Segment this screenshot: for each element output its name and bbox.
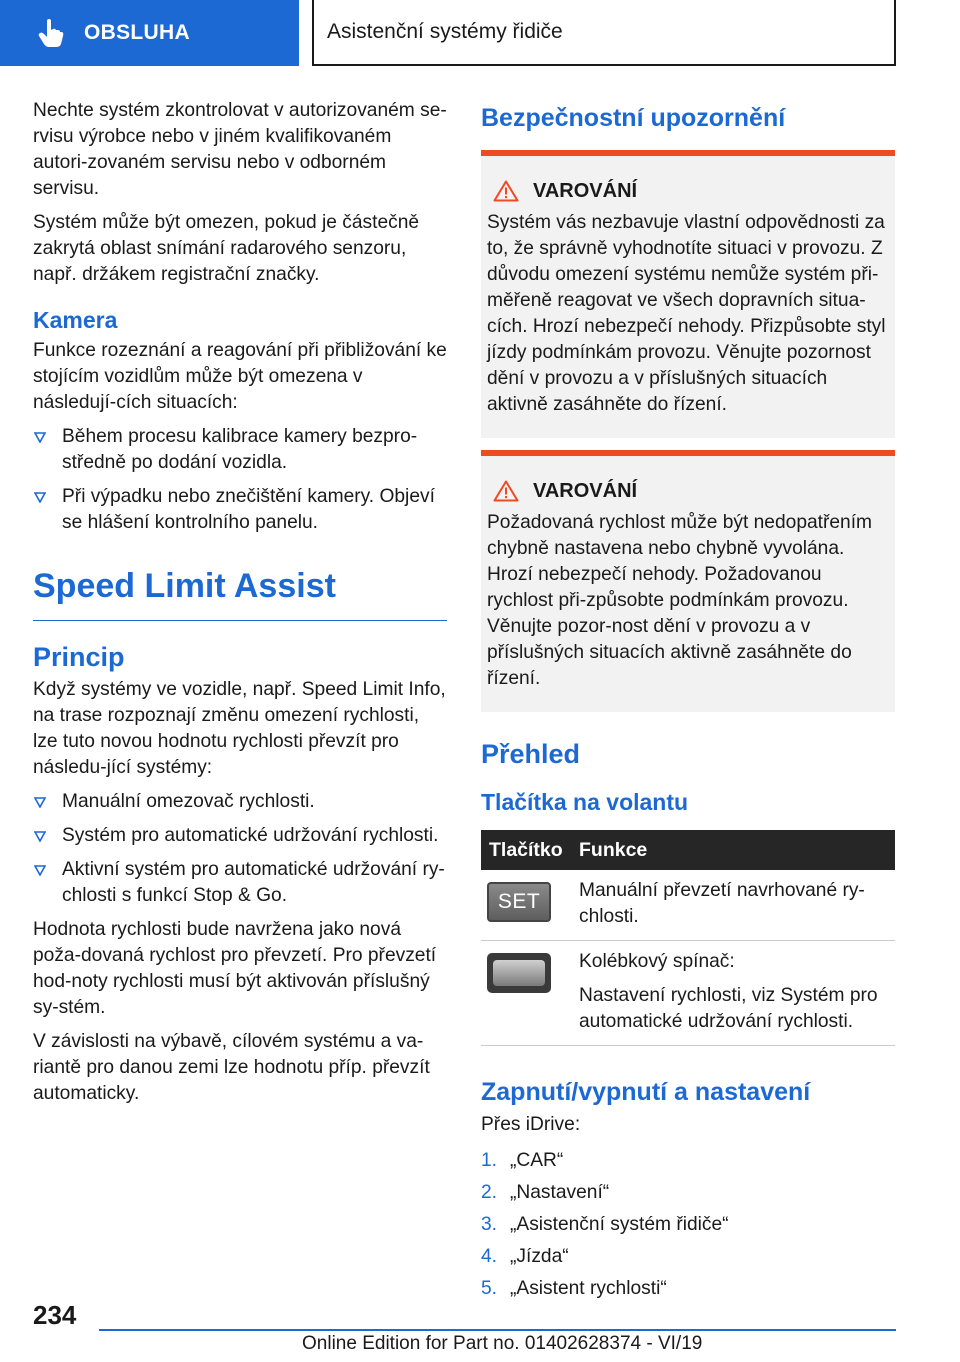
list-item: Při výpadku nebo znečištění kamery. Objeví se hlášení kontrolního panelu.	[33, 484, 447, 536]
warning-triangle-icon	[493, 180, 519, 202]
list-item: 1. „CAR“	[481, 1150, 564, 1171]
row-function-text: Manuální převzetí navrhované ry‐chlosti.	[579, 880, 865, 927]
warning-text: Systém vás nezbavuje vlastní odpovědnosti za to, že správně vyhodnotíte situaci v provozu. Z důvodu omezení systému nemůže systém při‐měřeně reagovat ve všech dopravních situa‐cích. Hrozí nebezpečí nehody. Přizpůsobte styl jízdy podmínkám provozu. Věnujte pozornost dění v provozu a v příslušných situacích aktivně zasáhněte do řízení.	[487, 212, 886, 415]
left-column	[33, 98, 447, 1115]
triangle-bullet-icon	[34, 492, 46, 503]
princip-heading: Princip	[33, 642, 125, 672]
list-item: Systém pro automatické udržování rychlosti.	[33, 823, 447, 849]
onoff-heading: Zapnutí/vypnutí a nastavení	[481, 1078, 811, 1106]
princip-paragraph-2: Hodnota rychlosti bude navržena jako nová poža‐dovaná rychlost pro převzetí. Pro převzetí hod‐noty rychlosti musí být aktivován příslušný sy‐stém.	[33, 919, 437, 1018]
warning-text: Požadovaná rychlost může být nedopatřením chybně nastavena nebo chybně vyvolána. Hrozí nebezpečí nehody. Požadovanou rychlost při‐způsobte podmínkám provozu. Věnujte pozor‐nost dění v provozu a v příslušných situacích aktivně zasáhněte do řízení.	[487, 512, 873, 689]
steps-list	[481, 1148, 895, 1302]
triangle-bullet-icon	[34, 432, 46, 443]
list-item: Během procesu kalibrace kamery bezpro‐středně po dodání vozidla.	[33, 424, 447, 476]
rocker-switch-icon	[487, 953, 551, 993]
list-item: Manuální omezovač rychlosti.	[33, 789, 447, 815]
triangle-bullet-icon	[34, 831, 46, 842]
footer-divider	[99, 1329, 896, 1331]
table-header-function: Funkce	[571, 830, 895, 870]
intro-paragraph-1: Nechte systém zkontrolovat v autorizovaném se‐rvisu výrobce nebo v jiném kvalifikovaném autori‐zovaném servisu nebo v odborném servisu.	[33, 100, 447, 199]
triangle-bullet-icon	[34, 797, 46, 808]
via-idrive-text: Přes iDrive:	[481, 1114, 581, 1135]
table-row	[481, 941, 895, 1046]
warning-box-1	[481, 150, 895, 438]
hand-pointer-icon	[38, 18, 64, 48]
kamera-paragraph: Funkce rozeznání a reagování při přibližování ke stojícím vozidlům může být omezena v následují‐cích situacích:	[33, 340, 447, 413]
section-title: Asistenční systémy řidiče	[312, 0, 896, 66]
prehled-heading: Přehled	[481, 739, 581, 769]
set-button-icon: SET	[487, 882, 551, 922]
buttons-heading: Tlačítka na volantu	[481, 789, 689, 815]
footer-edition: Online Edition for Part no. 01402628374 - VI/19	[302, 1333, 703, 1354]
princip-list	[33, 789, 447, 909]
list-item: Aktivní systém pro automatické udržování ry‐chlosti s funkcí Stop & Go.	[33, 857, 447, 909]
triangle-bullet-icon	[34, 865, 46, 876]
table-header-row	[481, 830, 895, 870]
safety-heading: Bezpečnostní upozornění	[481, 104, 786, 132]
table-header-button: Tlačítko	[481, 830, 571, 870]
princip-paragraph-3: V závislosti na výbavě, cílovém systému a va‐riantě pro danou zemi lze hodnotu příp. převzít automaticky.	[33, 1031, 430, 1104]
buttons-table	[481, 830, 895, 1046]
chapter-tab-label: OBSLUHA	[84, 21, 190, 44]
list-item: 3. „Asistenční systém řidiče“	[481, 1214, 729, 1235]
table-row	[481, 870, 895, 941]
kamera-list	[33, 424, 447, 536]
main-heading: Speed Limit Assist	[33, 566, 447, 621]
list-item: 5. „Asistent rychlosti“	[481, 1278, 667, 1299]
page-number: 234	[33, 1300, 77, 1330]
list-item: 2. „Nastavení“	[481, 1182, 610, 1203]
warning-title: VAROVÁNÍ	[533, 180, 638, 202]
princip-paragraph: Když systémy ve vozidle, např. Speed Limit Info, na trase rozpoznají změnu omezení rychlosti, lze tuto novou hodnotu rychlosti převzít pro následu‐jící systémy:	[33, 679, 446, 778]
row-function-text: Nastavení rychlosti, viz Systém pro automatické udržování rychlosti.	[579, 985, 878, 1032]
right-column	[481, 98, 895, 1308]
list-item: 4. „Jízda“	[481, 1246, 569, 1267]
warning-triangle-icon	[493, 480, 519, 502]
intro-paragraph-2: Systém může být omezen, pokud je částečně zakrytá oblast snímání radarového senzoru, např. držákem registrační značky.	[33, 212, 420, 285]
kamera-heading: Kamera	[33, 307, 118, 333]
chapter-tab	[0, 0, 299, 66]
row-function-text: Kolébkový spínač:	[579, 951, 735, 972]
warning-box-2	[481, 450, 895, 712]
warning-title: VAROVÁNÍ	[533, 480, 638, 502]
